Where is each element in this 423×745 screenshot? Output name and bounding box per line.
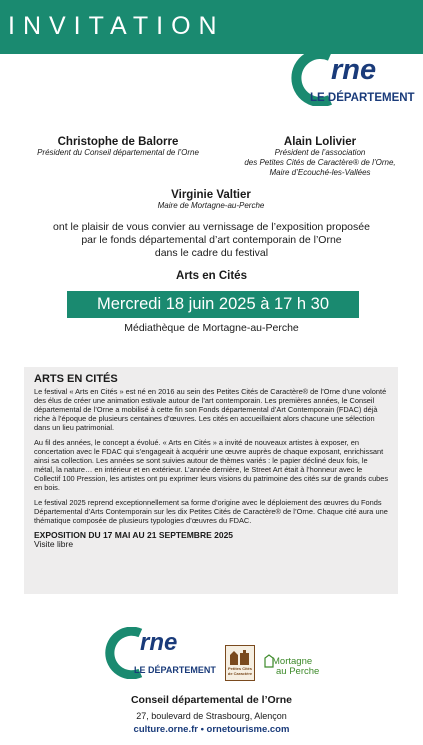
info-paragraph: Au fil des années, le concept a évolué. « Arts en Cités » a invité de nouveaux artistes à exposer, en concertation avec le FDAC qui s’engageait à acquérir une œuvre auprès de chaque exposant, enrichissant ainsi sa collection. Les années se sont suivies autour de thèmes variés : le papier décliné deux fois, le métal, la nature… en intérieur et en extérieur. L’année dernière, le Street Art était à l’honneur avec le Collectif 100 Pression, les artistes ont pu exprimer leurs visions du patrimoine des cités sur de grands cubes en bois. bbox=[34, 438, 389, 492]
mortagne-logo bbox=[262, 648, 322, 678]
host-name: Christophe de Balorre bbox=[57, 136, 179, 148]
orne-logo-word: rne bbox=[140, 629, 178, 656]
castle-icon bbox=[227, 648, 253, 666]
orne-logo bbox=[282, 48, 422, 110]
orne-logo-footer bbox=[104, 625, 219, 683]
footer-organization: Conseil départemental de l’Orne bbox=[130, 694, 293, 706]
info-paragraph: Le festival « Arts en Cités » est né en 2016 au sein des Petites Cités de Caractère® de l’Orne d’une volonté des élus de créer une animation estivale autour de l’art contemporain. Les premières années, le Conseil départemental de l’Orne a mobilisé à cette fin son Fonds départemental d’Art Contemporain (FDAC) déjà riche à l’époque de plusieurs centaines d’œuvres. Les cités en accueillaient alors chacune une sélection dans un lieu patrimonial. bbox=[34, 387, 387, 432]
footer-websites[interactable]: culture.orne.fr • ornetourisme.com bbox=[133, 724, 290, 735]
mortagne-logo-line: Mortagne bbox=[272, 656, 313, 667]
invitation-line: ont le plaisir de vous convier au vernissage de l’exposition proposée bbox=[53, 221, 370, 233]
info-box-title: ARTS EN CITÉS bbox=[34, 373, 118, 385]
info-box bbox=[24, 367, 398, 594]
host-name: Virginie Valtier bbox=[171, 189, 251, 201]
host-role: Maire d’Ecouché-les-Vallées bbox=[269, 168, 371, 177]
event-date: Mercredi 18 juin 2025 à 17 h 30 bbox=[67, 291, 359, 318]
invitation-title: INVITATION bbox=[8, 12, 225, 40]
host-balorre bbox=[18, 136, 218, 158]
header-band bbox=[0, 0, 423, 54]
orne-logo-dept: LE DÉPARTEMENT bbox=[134, 665, 216, 675]
host-name: Alain Lolivier bbox=[283, 136, 357, 148]
host-lolivier bbox=[225, 136, 415, 178]
mortagne-logo-line: au Perche bbox=[276, 666, 320, 677]
orne-logo-word: rne bbox=[331, 54, 377, 86]
info-paragraph: Le festival 2025 reprend exceptionnellement sa forme d’origine avec le déploiement des œuvres du Fonds Départemental d’Arts Contemporain sur les dix Petites Cités de Caractère® de l’Orne. Chaque cité aura une thématique composée de plusieurs typologies d’œuvres du FDAC. bbox=[34, 498, 388, 525]
petites-cites-logo bbox=[225, 645, 255, 681]
host-role: Maire de Mortagne-au-Perche bbox=[157, 201, 265, 210]
invitation-text bbox=[0, 221, 423, 260]
host-role: des Petites Cités de Caractère® de l’Orne, bbox=[244, 158, 396, 167]
event-venue: Médiathèque de Mortagne-au-Perche bbox=[124, 322, 299, 334]
orne-logo-dept: LE DÉPARTEMENT bbox=[310, 92, 415, 104]
host-role: Président de l’association bbox=[274, 148, 366, 157]
host-valtier bbox=[111, 189, 311, 211]
host-role: Président du Conseil départemental de l’Orne bbox=[37, 148, 199, 157]
invitation-line: par le fonds départemental d’art contemporain de l’Orne bbox=[81, 234, 342, 246]
footer-address: 27, boulevard de Strasbourg, Alençon bbox=[136, 711, 287, 721]
invitation-line: dans le cadre du festival bbox=[154, 247, 269, 259]
exhibition-dates: EXPOSITION DU 17 MAI AU 21 SEPTEMBRE 2025 bbox=[34, 530, 234, 540]
exhibition-free-visit: Visite libre bbox=[34, 539, 74, 549]
festival-name: Arts en Cités bbox=[176, 270, 247, 282]
petites-cites-text: Petites Cités de Caractère bbox=[227, 666, 253, 676]
